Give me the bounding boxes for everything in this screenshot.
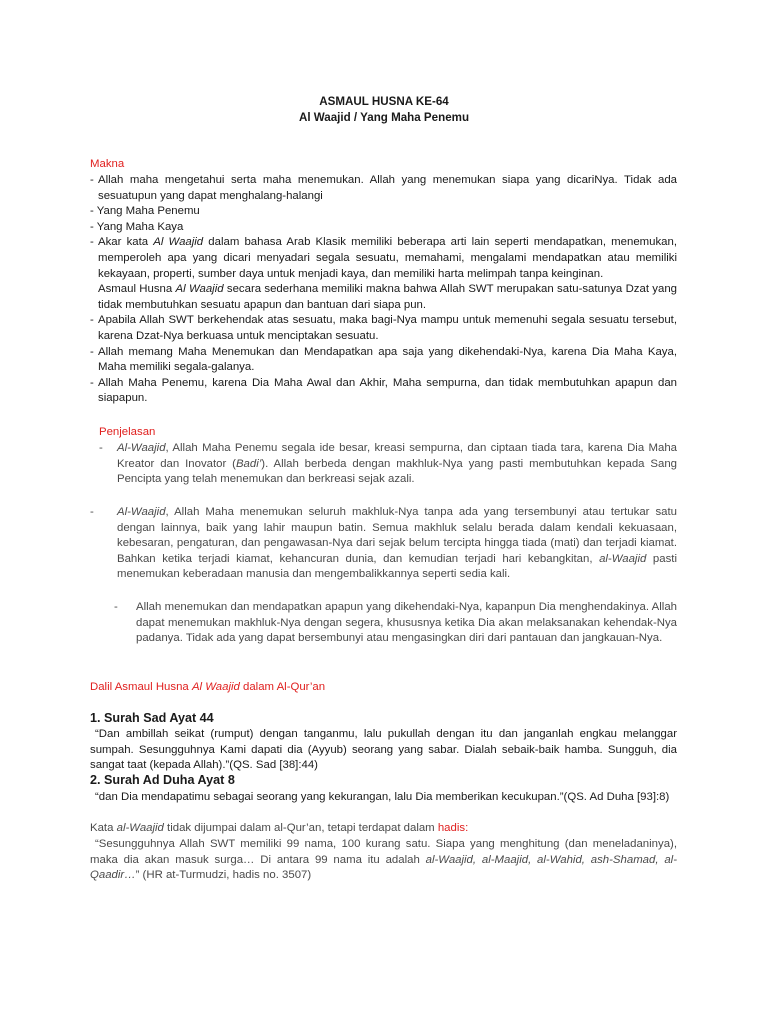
dalil-heading	[90, 680, 325, 696]
makna-item-4	[90, 235, 677, 282]
em-run: Al-Waajid	[117, 506, 166, 518]
text-run: Akar kata	[98, 236, 154, 249]
em-run: Al Waajid	[175, 283, 224, 296]
penjelasan-p2	[90, 505, 677, 583]
surah-adduha-heading: 2. Surah Ad Duha Ayat 8	[90, 773, 235, 787]
penjelasan-heading: Penjelasan	[99, 426, 156, 438]
bullet-dash: -	[90, 236, 94, 249]
bullet-dash: -	[90, 376, 94, 389]
penjelasan-p1	[99, 441, 677, 488]
makna-item-5	[90, 313, 677, 344]
em-run: al-Waajid, al-Maajid, al-Wahid, ash-Shamad, al-Qaadir…	[90, 853, 677, 882]
bullet-dash: -	[90, 506, 94, 518]
makna-item-7	[90, 376, 677, 407]
bullet-dash: -	[99, 442, 103, 454]
makna-item-1-text: Allah maha mengetahui serta maha menemukan. Allah yang menemukan siapa yang dicariNya. Tidak ada sesuatupun yang dapat menghalang-halangi	[98, 174, 677, 202]
text-run: , Allah Maha Penemu segala ide besar, kreasi sempurna, dan ciptaan tiada tara, karena Dia Maha Kreator dan Inovator (	[117, 442, 677, 470]
text-run: Dalil Asmaul Husna	[90, 681, 192, 693]
surah-adduha-quote: “dan Dia mendapatimu sebagai seorang yang kekurangan, lalu Dia memberikan kecukupan.”(QS. Ad Duha [93]:8)	[95, 791, 670, 803]
text-run: “Sesungguhnya Allah SWT memiliki 99 nama, 100 kurang satu. Siapa yang menghitung (dan meneladaninya), maka dia akan masuk surga… Di antara 99 nama itu adalah	[90, 838, 677, 866]
bullet-dash: -	[90, 314, 94, 327]
makna-item-2	[90, 204, 677, 220]
surah-sad-quote: “Dan ambillah seikat (rumput) dengan tanganmu, lalu pukullah dengan itu dan janganlah engkau melanggar sumpah. Sesungguhnya Kami dapati dia (Ayyub) seorang yang sabar. Dialah sebaik-baik hamba. Sungguh, dia sangat taat (kepada Allah).”(QS. Sad [38]:44)	[90, 728, 677, 772]
text-run: Asmaul Husna	[98, 283, 176, 296]
em-run: Al Waajid	[191, 681, 240, 693]
hadis-link[interactable]: hadis:	[437, 822, 469, 834]
text-run: tidak dijumpai dalam al-Qur’an, tetapi terdapat dalam	[163, 822, 438, 834]
em-run: al-Waajid	[116, 822, 164, 834]
surah-sad-heading: 1. Surah Sad Ayat 44	[90, 711, 214, 725]
hadis-intro	[90, 821, 677, 837]
text-run: Kata	[90, 822, 117, 834]
em-run: Al Waajid	[153, 236, 204, 249]
bullet-dash: -	[90, 345, 94, 358]
bullet-dash: -	[90, 220, 94, 233]
makna-heading: Makna	[90, 158, 125, 170]
bullet-dash: -	[90, 174, 94, 186]
text-run: pasti menemukan keberadaan manusia dan mengembalikkannya seperti sedia kali.	[117, 552, 677, 581]
makna-item-3-text: Yang Maha Kaya	[96, 220, 184, 233]
penjelasan-p3-text: Allah menemukan dan mendapatkan apapun yang dikehendaki-Nya, kapanpun Dia menghendakinya. Allah dapat menemukan makhluk-Nya dengan segera, khususnya ketika Dia akan melaksanakan kehendak-Nya padanya. Tidak ada yang dapat bersembunyi atau mengasingkan diri dari pantauan dan jangkauan-Nya.	[136, 601, 677, 645]
makna-item-5-text: Apabila Allah SWT berkehendak atas sesuatu, maka bagi-Nya mampu untuk memenuhi segala sesuatu tersebut, karena Dzat-Nya berkuasa untuk menciptakan sesuatu.	[98, 314, 677, 342]
text-run: dalam bahasa Arab Klasik memiliki beberapa arti lain seperti mendapatkan, menemukan, memperoleh apa yang dicari menyadari segala sesuatu, memahami, mengalami mendapatkan atau memiliki kekayaan, properti, sumber daya untuk menjadi kaya, dan memiliki harta melimpah tanpa keinginan.	[98, 236, 678, 280]
doc-title: ASMAUL HUSNA KE-64	[319, 95, 449, 108]
makna-list	[90, 173, 677, 407]
penjelasan-p2-text	[117, 505, 677, 583]
makna-item-1	[90, 173, 677, 204]
text-run: secara sederhana memiliki makna bahwa Allah SWT merupakan satu-satunya Dzat yang tidak membutuhkan sesuatu apapun dan bantuan dari siapa pun.	[98, 283, 677, 311]
makna-item-2-text: Yang Maha Penemu	[96, 205, 200, 218]
makna-item-7-text: Allah Maha Penemu, karena Dia Maha Awal dan Akhir, Maha sempurna, dan tidak membutuhkan apapun dan siapapun.	[98, 376, 677, 405]
text-run: dalam Al-Qur’an	[239, 681, 326, 693]
em-run: Al-Waajid	[117, 442, 166, 454]
bullet-dash: -	[90, 205, 94, 218]
hadis-quote	[90, 837, 677, 884]
em-run: Badi’	[235, 457, 262, 470]
text-run: , Allah Maha menemukan seluruh makhluk-Nya tanpa ada yang tersembunyi atau tertukar satu dengan lainnya, baik yang lahir maupun batin. Semua makhluk selalu berada dalam kendali kekuasaan, kebesaran, pengaturan, dan pengawasan-Nya dari sejak belum tercipta hingga tiada (mati) dan terjadi kiamat. Bahkan ketika terjadi kiamat, kehancuran dunia, dan kemudian terjadi hari kebangkitan,	[117, 506, 677, 565]
makna-item-6	[90, 345, 677, 376]
makna-item-6-text: Allah memang Maha Menemukan dan Mendapatkan apa saja yang dikehendaki-Nya, karena Dia Maha Kaya, Maha memiliki segala-galanya.	[98, 345, 677, 374]
penjelasan-p1-text	[117, 441, 677, 488]
makna-item-4b	[90, 282, 677, 313]
makna-item-3	[90, 220, 677, 236]
text-run: ” (HR at-Turmudzi, hadis no. 3507)	[135, 869, 312, 882]
bullet-dash: -	[114, 601, 118, 613]
em-run: al-Waajid	[599, 552, 647, 565]
penjelasan-p3	[114, 600, 677, 647]
text-run: ). Allah berbeda dengan makhluk-Nya yang pasti membutuhkan kepada Sang Pencipta yang telah menemukan dan berkreasi sejak azali.	[117, 457, 677, 486]
doc-subtitle: Al Waajid / Yang Maha Penemu	[298, 111, 470, 124]
